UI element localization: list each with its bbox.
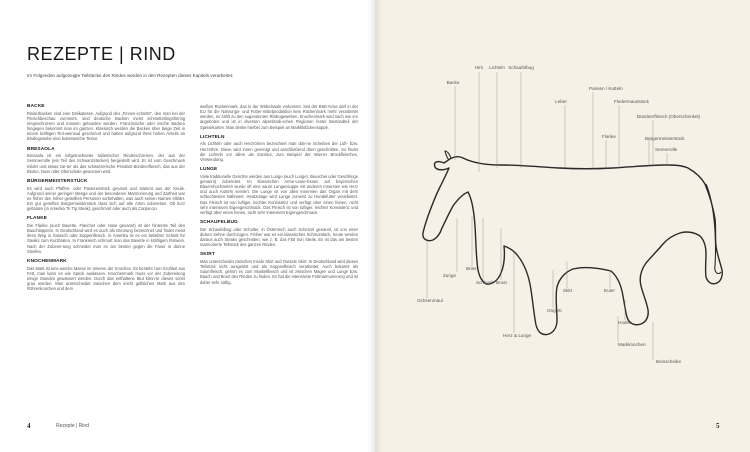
section-body: Das Mark ist eine weiche Masse im Inneren der Knochen. Es besteht zum Großteil aus Fett, man kann es wie Speck auslassen. Knochenmark muss vor der Zubereitung einige Stunden gewässert werden. Durch das enthaltene Blut könn-te dieses sonst grau werden. Man unterscheidet zwischen dem leicht gelblichen Mark aus den Röhrenknochen und dem xyxy=(27,265,185,292)
cow-outline xyxy=(423,157,722,335)
cut-label: Euter xyxy=(604,288,615,293)
running-footer: Rezepte | Rind xyxy=(56,423,89,429)
cut-label: Bries xyxy=(466,266,477,271)
cut-labels xyxy=(417,65,701,364)
cut-label: Beinscheibe xyxy=(656,359,682,364)
section-lunge xyxy=(200,167,358,215)
cut-label: Zunge xyxy=(443,273,457,278)
section-body: Bresaola ist ein luftgetrockneter italienischer Rinderschin-ken, der aus der Semmerrolle (ein Teil des Schwanzstückes) hergestellt wird. Er ist vom Geschmack milder und etwas zar-ter als das schweizerische Pendant Bündnerfleisch, das aus der Blume, Nuss oder Oberschale gewonnen wird. xyxy=(27,153,185,174)
section-buergermeisterstueck xyxy=(27,179,185,211)
cut-label: Schlund xyxy=(476,280,493,285)
cut-label: Ochsenmaul xyxy=(417,298,443,303)
cut-label: Bürgermeisterstück xyxy=(645,136,685,141)
section-body: Der Schaufelbug oder Schulter, in Österreich auch Scherzel genannt, ist von einer dicken Sehne durchzogen. Früher war es ein klassisches Schmorstück, heute werden daraus auch Steaks geschnitten, wie z. B. das Flat Iron Steak. Es ist das am besten marmorierte Teilstück des ganzen Rindes. xyxy=(200,226,358,248)
section-heading: BACKE xyxy=(27,104,45,109)
text-column-left xyxy=(27,104,185,296)
section-heading: LUNGE xyxy=(200,167,218,173)
leader-lines xyxy=(427,72,667,360)
text-column-right xyxy=(200,104,358,290)
section-heading: BRESAOLA xyxy=(27,146,55,152)
section-knochenmark xyxy=(27,259,185,291)
cut-label: Herz & Lunge xyxy=(503,333,532,338)
page-number-right: 5 xyxy=(716,422,720,430)
cut-label: Brust xyxy=(496,280,507,285)
cut-label: Markknochen xyxy=(618,342,646,347)
cut-label: Fledermausstück xyxy=(614,99,649,104)
section-heading: KNOCHENMARK xyxy=(27,258,67,264)
cut-label: Schaufelbug xyxy=(508,65,534,70)
section-lichteln xyxy=(200,135,358,162)
section-body: weißen Rückenmark, das in der Wirbelsäule vorkommt. Seit der BSE-Krise darf in der EU für die Nahrungs- und Futter-mittelproduktion kein Rückenmark mehr verarbeitet werden, es zählt zu den sogenannten Risikogeweben. Knochenmark wird nach wie vor angeboten und ist in diversen alpenländi-schen Regionen fester Bestandteil der Speisekarten. Man denke hierbei zum Beispiel an Markklößchensuppe. xyxy=(200,104,358,130)
section-body: Viele traditionelle Gerichte werden aus Lunge (auch Lunge), Beuschel oder Geschlinge genannt) zubereitet. Im klassischen Arme-Leute-Essen auf bayerischen Bauernhochzeiten wurde oft eine saure Lungensuppe mit anderen Innereien wie Herz und auch Kutteln serviert. Die Lunge ist von allen Innereien das Organ mit dem schlechtesten Nährwert. Heutzutage wird Lunge zumeist zu Hundefutter verarbeitet. Das Fleisch ist von luftiger, leichter Konsistenz und verfügt über einen feinen, nicht sehr intensiven Eigengeschmack. Das Fleisch ist von luftiger, leichter Konsistenz und verfügt über einen feinen, nicht sehr intensiven Eigengeschmack. xyxy=(200,173,358,215)
section-skirt xyxy=(200,252,358,284)
cut-label: Hirn xyxy=(474,65,484,70)
cut-label: Ongleti xyxy=(547,308,562,313)
section-body: Als Lichteln oder auch Herzröhren bezeichnet man dün-ne Scheiben der Luft- bzw. Herzröhre. Diese wird innen gereinigt und anschließend dünn geschnitten. So findet die Lichteln vor allem als Garnitur, zum Beispiel der Wiener Brückfleisches, Verwendung. xyxy=(200,141,358,162)
section-knochenmark-continued xyxy=(200,104,358,130)
cut-label: Pansen / Kutteln xyxy=(589,86,623,91)
section-schaufelbug xyxy=(200,220,358,247)
cut-label: Skirt xyxy=(563,288,573,293)
section-flanke xyxy=(27,216,185,254)
cut-label: Flanke xyxy=(602,134,616,139)
cut-label: Backe xyxy=(446,80,460,85)
intro-text: Im Folgenden aufgezeigte Teilstücke des Rindes werden in den Rezepten dieses Kapitels verarbeitet: xyxy=(27,73,234,78)
section-body: Es wird auch Pfaffen- oder Pastorenstück genannt und stammt aus der Keule. Aufgrund seiner geringen Menge und der besonderen Marmorierung und Zartheit war es früher den höher gestellten Personen vorbehalten, was auch seinen Namen erklärt. Ein gut gereiftes Bürgermeisterstück lässt sich auf alle Arten zubereiten. Ob kurz gebraten (in Amerika Tri Tip Steak), geschmort oder auch als Carpaccio. xyxy=(27,185,185,212)
section-heading: BÜRGERMEISTERSTÜCK xyxy=(27,178,88,184)
page-number-left: 4 xyxy=(27,422,31,430)
section-heading: SCHAUFELBUG xyxy=(200,219,238,225)
section-heading: FLANKE xyxy=(27,216,48,222)
cut-label: Bündnerfleisch (Oberschenkel) xyxy=(637,114,701,119)
beef-cuts-diagram xyxy=(375,0,750,452)
cut-label: Hoden xyxy=(618,320,632,325)
section-body: Rinderbacken sind eine Delikatesse. Aufgrund des „Finnen-schnitts“, den man bei der Fleischbeschau vornimmt, sind deutsche Backen meist schmetterlingsförmig eingeschnit-ten und müssen gebunden werden. Französische oder irische Backen hingegen bekommt man im ganzen. Klassisch werden die Backen über lange Zeit in einem kräftigen Rot-weinsud geschmort und haben aufgrund ihres hohen Anteils an Bindegewebe eine butterweiche Textur. xyxy=(27,110,185,142)
section-backe xyxy=(27,104,185,142)
section-body: Die Flanke (auch Bavette, Flanchet oder Hose genannt) ist der hinterste Teil des Bauchlappens. In Deutschland wird es auch als Dünnung bezeichnet und findet meist ihren Weg in Gulasch oder Suppenfleisch. In Amerika ist es ein beliebter Schnitt für Steaks zum Kurzbraten. In Frankreich schmort man das Bavette in kräftigem Rotwein. Nach der Zuberei-tung schneidet man es am besten gegen die Faser in dünne Streifen. xyxy=(27,222,185,254)
section-heading: SKIRT xyxy=(200,252,215,258)
cut-label: Semerrolle xyxy=(655,147,678,152)
section-body: Man unterscheidet zwischen Inside Skirt und Outside Skirt. In Deutschland wird dieses Teilstück nicht ausgelöst und als Suppenfleisch verarbeitet. Auch bekannt als Saumfleisch, gehört es zum Muskelfleisch und ist zwischen Magen und Lunge bzw. Bauch und Brust des Rindes zu finden. Es hat die intensivste Fettmarmorierung und ist daher sehr saftig. xyxy=(200,258,358,285)
cut-label: Lichteln xyxy=(489,65,505,70)
cut-label: Leber xyxy=(555,99,567,104)
section-bresaola xyxy=(27,147,185,174)
page-title: REZEPTE | RIND xyxy=(27,44,176,64)
section-heading: LICHTELN xyxy=(200,134,225,140)
